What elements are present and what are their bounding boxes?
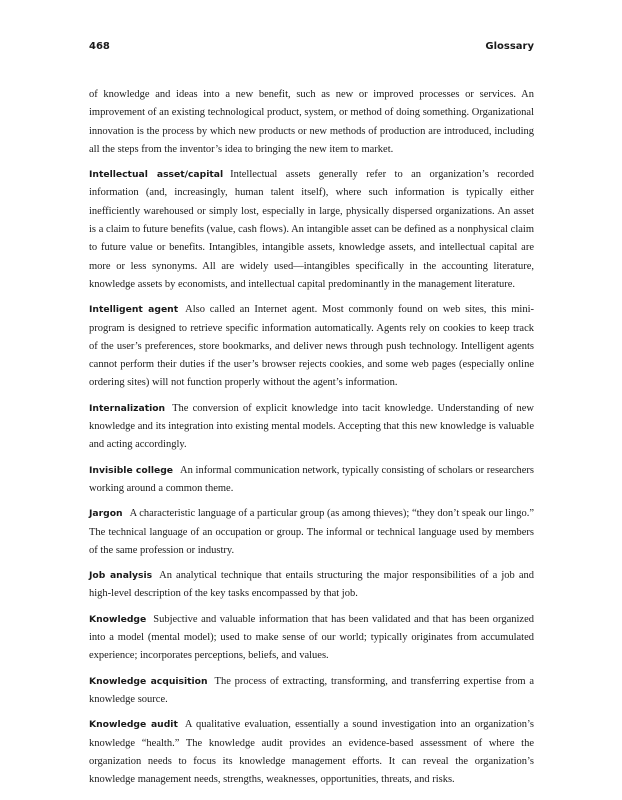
glossary-term: Intellectual asset/capital (89, 169, 224, 181)
glossary-definition: Subjective and valuable information that has been validated and that has been organized into a model (mental model); used to make sense of our world; typically originates from accumulated experience; incorporates perceptions, beliefs, and values. (89, 613, 534, 662)
page-number: 468 (89, 41, 110, 52)
glossary-definition: A qualitative evaluation, essentially a sound investigation into an organization’s knowledge “health.” The knowledge audit provides an evidence-based assessment of where the organization needs to focus its knowledge management efforts. It can reveal the organization’s knowledge management needs, strengths, weaknesses, opportunities, threats, and risks. (89, 719, 535, 786)
glossary-term: Invisible college (89, 464, 174, 476)
glossary-entry-job-analysis (89, 567, 534, 604)
glossary-definition: An analytical technique that entails structuring the major responsibilities of a job and high-level description of the key tasks encompassed by that job. (89, 570, 534, 600)
glossary-term: Jargon (89, 508, 123, 520)
glossary-entry-jargon (89, 505, 534, 560)
glossary-entry-knowledge-audit (89, 716, 534, 789)
glossary-entry-intelligent-agent (89, 301, 534, 392)
glossary-entry-intellectual-asset (89, 166, 534, 294)
page-header (89, 41, 534, 57)
glossary-entry-knowledge-acquisition (89, 673, 534, 710)
glossary-entry-knowledge (89, 611, 534, 666)
glossary-term: Intelligent agent (89, 304, 179, 316)
running-head: Glossary (485, 41, 534, 52)
glossary-definition: Intellectual assets generally refer to an organization’s recorded information (and, increasingly, human talent itself), where such information is typically either inefficiently warehoused or simply lost, especially in large, physically dispersed organizations. An asset is a claim to future benefits (value, cash flows). An intangible asset can be defined as a nonphysical claim to future value or benefits. Intangibles, intangible assets, knowledge assets, and intellectual capital are more or less synonyms. All are widely used—intangibles specifically in the accounting literature, knowledge assets by economists, and intellectual capital predominantly in the management literature. (89, 169, 534, 290)
glossary-definition: An informal communication network, typically consisting of scholars or researchers working around a common theme. (89, 464, 534, 494)
glossary-term: Knowledge audit (89, 719, 178, 731)
glossary-body (89, 86, 534, 796)
glossary-entry-invisible-college (89, 462, 534, 499)
glossary-definition: The conversion of explicit knowledge into tacit knowledge. Understanding of new knowledge and its integration into existing mental models. Accepting that this new knowledge is valuable and acting accordingly. (89, 402, 534, 451)
glossary-entry-internalization (89, 400, 534, 455)
continuation-paragraph: of knowledge and ideas into a new benefit, such as new or improved processes or services. An improvement of an existing technological product, system, or method of doing something. Organizational innovation is the process by which new products or new methods of production are introduced, including all the steps from the inventor’s idea to bringing the new item to market. (89, 89, 534, 155)
glossary-definition: The process of extracting, transforming, and transferring expertise from a knowledge source. (89, 675, 534, 705)
glossary-term: Job analysis (89, 570, 153, 582)
glossary-term: Knowledge acquisition (89, 675, 208, 687)
glossary-definition: Also called an Internet agent. Most commonly found on web sites, this mini-program is designed to retrieve specific information automatically. Agents rely on cookies to keep track of the user’s preferences, store bookmarks, and deliver news through push technology. Intelligent agents cannot perform their duties if the user’s browser rejects cookies, and some web pages (especially online ordering sites) will not function properly without the agent’s information. (89, 304, 534, 389)
glossary-term: Knowledge (89, 613, 147, 625)
glossary-term: Internalization (89, 402, 166, 414)
glossary-definition: A characteristic language of a particular group (as among thieves); “they don’t speak our lingo.” The technical language of an occupation or group. The informal or technical language used by members of the same profession or industry. (89, 508, 534, 556)
